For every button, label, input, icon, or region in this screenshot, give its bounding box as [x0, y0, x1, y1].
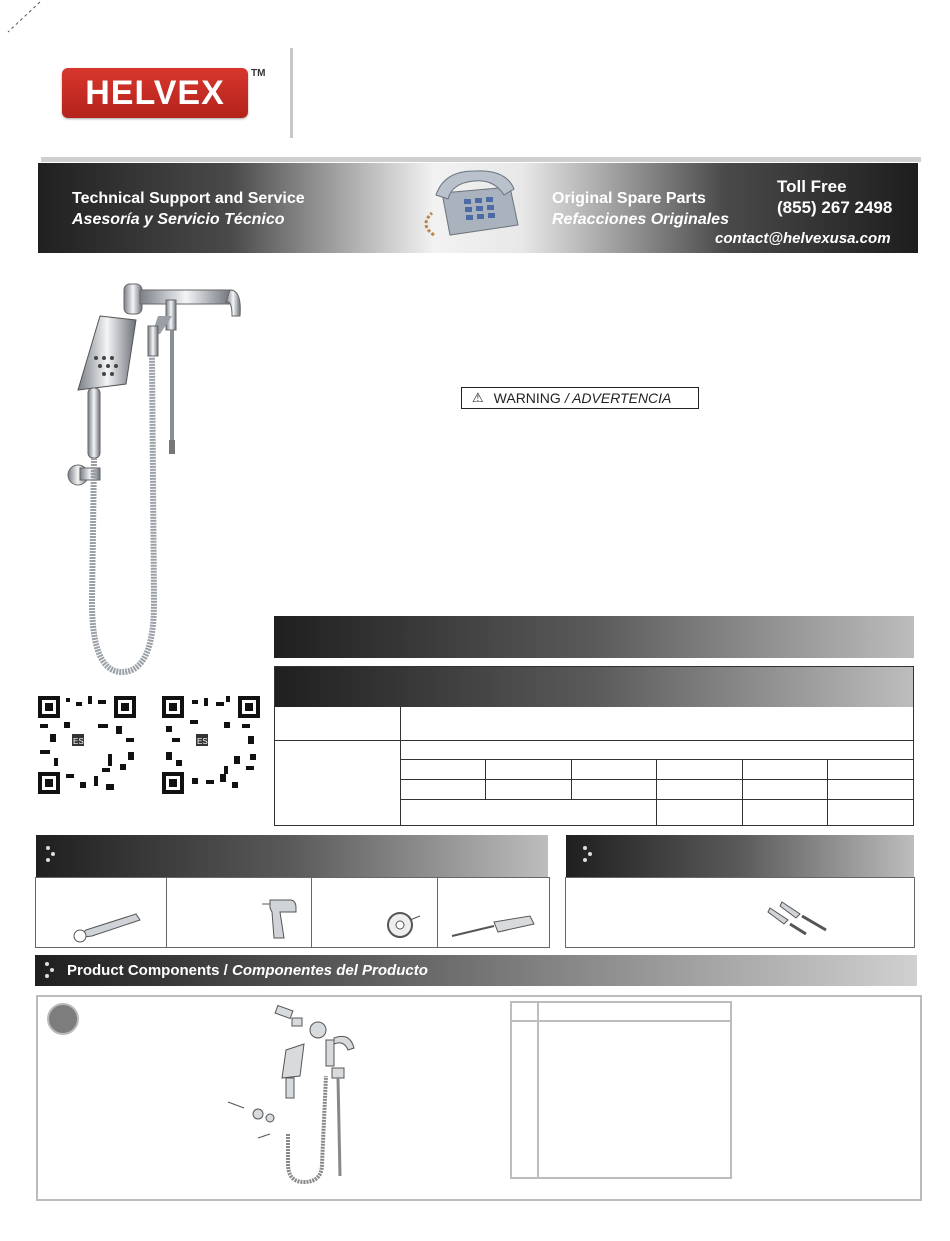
tools-box — [35, 877, 550, 948]
telephone-icon — [414, 165, 524, 251]
warning-icon: ⚠ — [472, 390, 484, 405]
support-title-es: Asesoría y Servicio Técnico — [72, 211, 285, 228]
qr-code-icon[interactable] — [36, 694, 138, 796]
parts-title-en: Original Spare Parts — [552, 190, 706, 207]
shower-product-image — [60, 272, 250, 682]
support-banner — [38, 163, 918, 253]
section-header-bar — [274, 616, 914, 658]
product-components-title: Product Components / Componentes del Producto — [67, 962, 428, 979]
components-box — [36, 995, 922, 1201]
trademark-symbol: TM — [251, 68, 266, 79]
parts-title-es: Refacciones Originales — [552, 211, 729, 228]
bullet-dots-icon — [580, 845, 594, 863]
header-divider — [290, 48, 293, 138]
product-components-header — [35, 955, 917, 986]
toll-free-number: (855) 267 2498 — [777, 198, 893, 217]
warning-text: WARNING — [493, 390, 561, 406]
sealing-tape-icon — [386, 910, 422, 940]
components-table — [510, 1001, 732, 1179]
support-title-en: Technical Support and Service — [72, 190, 305, 207]
fasteners-header — [566, 835, 914, 877]
warning-label — [461, 387, 699, 409]
svg-text:ES: ES — [73, 737, 84, 746]
anchors-and-screws-icon — [766, 900, 832, 940]
helvex-logo: HELVEX — [62, 68, 248, 118]
header-rule — [41, 157, 921, 162]
table-header — [275, 667, 913, 707]
crop-mark — [4, 0, 44, 36]
fasteners-box — [565, 877, 915, 948]
screwdriver-icon — [450, 914, 536, 940]
contact-email[interactable]: contact@helvexusa.com — [715, 230, 891, 247]
toll-free-label: Toll Free — [777, 177, 847, 196]
tools-header — [36, 835, 548, 877]
specifications-table — [274, 666, 914, 826]
qr-code-icon[interactable] — [160, 694, 262, 796]
bullet-dots-icon — [42, 961, 56, 979]
drill-icon — [260, 898, 300, 944]
bullet-dots-icon — [43, 845, 57, 863]
warning-text-es: / ADVERTENCIA — [564, 390, 672, 406]
exploded-parts-diagram — [222, 1004, 362, 1190]
svg-text:ES: ES — [197, 737, 208, 746]
component-circle-marker — [47, 1003, 79, 1035]
adjustable-wrench-icon — [72, 908, 142, 944]
